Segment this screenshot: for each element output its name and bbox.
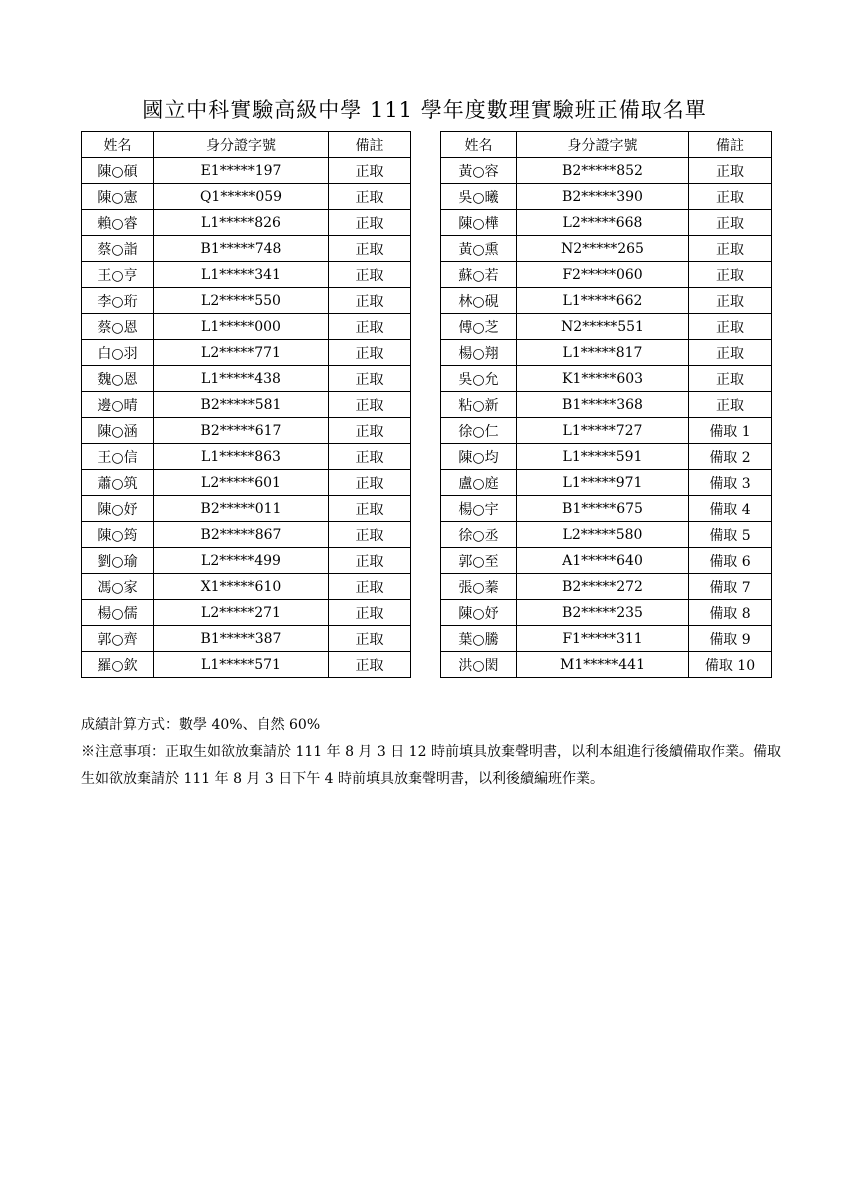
cell-remark: 正取 xyxy=(329,366,411,392)
cell-id-number: L2*****550 xyxy=(154,288,329,314)
cell-remark: 正取 xyxy=(689,184,772,210)
cell-remark: 正取 xyxy=(329,288,411,314)
cell-id-number: B2*****272 xyxy=(517,574,689,600)
cell-name: 傅○芝 xyxy=(441,314,517,340)
table-row xyxy=(82,288,411,314)
column-header-name: 姓名 xyxy=(82,132,154,158)
cell-name: 陳○樺 xyxy=(441,210,517,236)
cell-name: 陳○憲 xyxy=(82,184,154,210)
cell-remark: 正取 xyxy=(329,444,411,470)
cell-name: 吳○允 xyxy=(441,366,517,392)
table-row xyxy=(441,470,772,496)
cell-remark: 正取 xyxy=(329,600,411,626)
cell-id-number: B1*****368 xyxy=(517,392,689,418)
cell-name: 楊○宇 xyxy=(441,496,517,522)
cell-id-number: B1*****748 xyxy=(154,236,329,262)
cell-id-number: F1*****311 xyxy=(517,626,689,652)
table-body-left xyxy=(82,158,411,678)
table-header-row xyxy=(82,132,411,158)
table-row xyxy=(441,392,772,418)
cell-id-number: L1*****727 xyxy=(517,418,689,444)
cell-remark: 備取 5 xyxy=(689,522,772,548)
table-row xyxy=(441,548,772,574)
notes-section xyxy=(81,712,781,793)
table-row xyxy=(82,600,411,626)
cell-name: 徐○丞 xyxy=(441,522,517,548)
table-row xyxy=(441,496,772,522)
cell-id-number: B2*****852 xyxy=(517,158,689,184)
table-row xyxy=(82,210,411,236)
cell-id-number: L2*****580 xyxy=(517,522,689,548)
cell-name: 張○蓁 xyxy=(441,574,517,600)
table-row xyxy=(441,262,772,288)
cell-remark: 正取 xyxy=(329,496,411,522)
cell-remark: 備取 6 xyxy=(689,548,772,574)
column-header-remark: 備註 xyxy=(329,132,411,158)
cell-remark: 正取 xyxy=(329,262,411,288)
cell-remark: 正取 xyxy=(329,340,411,366)
cell-name: 楊○儒 xyxy=(82,600,154,626)
cell-remark: 備取 7 xyxy=(689,574,772,600)
cell-remark: 正取 xyxy=(689,288,772,314)
notice-text: ※注意事項：正取生如欲放棄請於 111 年 8 月 3 日 12 時前填具放棄聲明書，以利本組進行後續備取作業。備取生如欲放棄請於 111 年 8 月 3 日下午 4 時前填具放棄聲明書，以利後續編班作業。 xyxy=(81,744,781,787)
column-header-id: 身分證字號 xyxy=(517,132,689,158)
cell-id-number: X1*****610 xyxy=(154,574,329,600)
cell-name: 陳○妤 xyxy=(82,496,154,522)
cell-name: 羅○欽 xyxy=(82,652,154,678)
table-row xyxy=(82,236,411,262)
column-header-name: 姓名 xyxy=(441,132,517,158)
cell-id-number: L1*****863 xyxy=(154,444,329,470)
cell-id-number: L1*****571 xyxy=(154,652,329,678)
table-row xyxy=(82,652,411,678)
table-row xyxy=(441,314,772,340)
cell-name: 蔡○恩 xyxy=(82,314,154,340)
cell-name: 蔡○詣 xyxy=(82,236,154,262)
column-header-id: 身分證字號 xyxy=(154,132,329,158)
cell-name: 徐○仁 xyxy=(441,418,517,444)
table-row xyxy=(441,522,772,548)
table-row xyxy=(82,496,411,522)
table-body-right xyxy=(441,158,772,678)
cell-remark: 正取 xyxy=(329,236,411,262)
cell-remark: 正取 xyxy=(329,392,411,418)
cell-id-number: L1*****662 xyxy=(517,288,689,314)
cell-name: 陳○涵 xyxy=(82,418,154,444)
cell-remark: 正取 xyxy=(689,340,772,366)
cell-id-number: B1*****675 xyxy=(517,496,689,522)
cell-remark: 正取 xyxy=(329,574,411,600)
cell-id-number: N2*****265 xyxy=(517,236,689,262)
table-row xyxy=(82,626,411,652)
cell-remark: 正取 xyxy=(689,210,772,236)
cell-id-number: L1*****591 xyxy=(517,444,689,470)
cell-id-number: K1*****603 xyxy=(517,366,689,392)
cell-name: 郭○至 xyxy=(441,548,517,574)
cell-remark: 正取 xyxy=(329,652,411,678)
cell-id-number: L1*****971 xyxy=(517,470,689,496)
cell-id-number: B2*****390 xyxy=(517,184,689,210)
cell-remark: 正取 xyxy=(329,210,411,236)
cell-id-number: B2*****011 xyxy=(154,496,329,522)
cell-name: 盧○庭 xyxy=(441,470,517,496)
cell-name: 陳○筠 xyxy=(82,522,154,548)
table-row xyxy=(82,184,411,210)
table-header-row xyxy=(441,132,772,158)
scoring-method-text: 成績計算方式：數學 40%、自然 60% xyxy=(81,717,321,733)
cell-id-number: F2*****060 xyxy=(517,262,689,288)
table-row xyxy=(441,236,772,262)
cell-id-number: Q1*****059 xyxy=(154,184,329,210)
table-row xyxy=(441,288,772,314)
table-row xyxy=(441,210,772,236)
cell-remark: 備取 3 xyxy=(689,470,772,496)
cell-id-number: A1*****640 xyxy=(517,548,689,574)
table-row xyxy=(82,340,411,366)
cell-id-number: L1*****341 xyxy=(154,262,329,288)
roster-table-left xyxy=(81,131,411,678)
cell-remark: 正取 xyxy=(689,392,772,418)
cell-remark: 正取 xyxy=(689,236,772,262)
table-row xyxy=(441,418,772,444)
cell-name: 粘○新 xyxy=(441,392,517,418)
cell-id-number: L1*****826 xyxy=(154,210,329,236)
table-row xyxy=(82,158,411,184)
table-row xyxy=(82,366,411,392)
cell-name: 陳○妤 xyxy=(441,600,517,626)
cell-name: 王○亨 xyxy=(82,262,154,288)
cell-id-number: B2*****235 xyxy=(517,600,689,626)
cell-id-number: L1*****817 xyxy=(517,340,689,366)
cell-name: 魏○恩 xyxy=(82,366,154,392)
cell-id-number: L2*****499 xyxy=(154,548,329,574)
cell-remark: 正取 xyxy=(329,470,411,496)
cell-remark: 正取 xyxy=(329,522,411,548)
cell-remark: 正取 xyxy=(689,314,772,340)
cell-name: 王○信 xyxy=(82,444,154,470)
cell-id-number: L2*****771 xyxy=(154,340,329,366)
cell-id-number: B2*****867 xyxy=(154,522,329,548)
cell-name: 邊○晴 xyxy=(82,392,154,418)
cell-id-number: N2*****551 xyxy=(517,314,689,340)
cell-id-number: B2*****617 xyxy=(154,418,329,444)
cell-id-number: L1*****000 xyxy=(154,314,329,340)
table-row xyxy=(82,418,411,444)
cell-name: 賴○睿 xyxy=(82,210,154,236)
cell-remark: 備取 8 xyxy=(689,600,772,626)
cell-id-number: L2*****601 xyxy=(154,470,329,496)
cell-name: 葉○騰 xyxy=(441,626,517,652)
cell-remark: 備取 4 xyxy=(689,496,772,522)
table-row xyxy=(441,340,772,366)
cell-remark: 備取 10 xyxy=(689,652,772,678)
cell-remark: 備取 9 xyxy=(689,626,772,652)
cell-name: 郭○齊 xyxy=(82,626,154,652)
cell-name: 劉○瑜 xyxy=(82,548,154,574)
table-row xyxy=(82,314,411,340)
table-row xyxy=(441,652,772,678)
roster-table-right xyxy=(440,131,772,678)
table-row xyxy=(441,600,772,626)
cell-name: 李○珩 xyxy=(82,288,154,314)
cell-id-number: L2*****271 xyxy=(154,600,329,626)
cell-id-number: B1*****387 xyxy=(154,626,329,652)
cell-name: 黃○容 xyxy=(441,158,517,184)
cell-name: 黃○熏 xyxy=(441,236,517,262)
cell-remark: 正取 xyxy=(329,184,411,210)
cell-name: 蘇○若 xyxy=(441,262,517,288)
table-row xyxy=(441,444,772,470)
cell-name: 馮○家 xyxy=(82,574,154,600)
cell-remark: 正取 xyxy=(329,314,411,340)
page-title: 國立中科實驗高級中學 111 學年度數理實驗班正備取名單 xyxy=(142,98,707,122)
table-row xyxy=(82,262,411,288)
table-row xyxy=(441,366,772,392)
table-row xyxy=(82,522,411,548)
cell-name: 洪○閎 xyxy=(441,652,517,678)
table-row xyxy=(82,574,411,600)
cell-id-number: E1*****197 xyxy=(154,158,329,184)
table-row xyxy=(82,392,411,418)
cell-remark: 正取 xyxy=(329,626,411,652)
cell-name: 蕭○筑 xyxy=(82,470,154,496)
table-row xyxy=(82,548,411,574)
cell-remark: 正取 xyxy=(689,158,772,184)
table-row xyxy=(82,444,411,470)
cell-remark: 正取 xyxy=(329,158,411,184)
cell-name: 楊○翔 xyxy=(441,340,517,366)
table-row xyxy=(441,574,772,600)
cell-remark: 正取 xyxy=(329,418,411,444)
table-row xyxy=(441,158,772,184)
cell-remark: 正取 xyxy=(329,548,411,574)
cell-id-number: L1*****438 xyxy=(154,366,329,392)
cell-name: 吳○曦 xyxy=(441,184,517,210)
cell-id-number: L2*****668 xyxy=(517,210,689,236)
cell-remark: 正取 xyxy=(689,262,772,288)
table-row xyxy=(441,184,772,210)
cell-remark: 備取 2 xyxy=(689,444,772,470)
cell-remark: 備取 1 xyxy=(689,418,772,444)
cell-id-number: M1*****441 xyxy=(517,652,689,678)
cell-name: 陳○碩 xyxy=(82,158,154,184)
cell-id-number: B2*****581 xyxy=(154,392,329,418)
column-header-remark: 備註 xyxy=(689,132,772,158)
cell-name: 白○羽 xyxy=(82,340,154,366)
cell-name: 陳○均 xyxy=(441,444,517,470)
table-row xyxy=(441,626,772,652)
table-row xyxy=(82,470,411,496)
cell-name: 林○硯 xyxy=(441,288,517,314)
cell-remark: 正取 xyxy=(689,366,772,392)
